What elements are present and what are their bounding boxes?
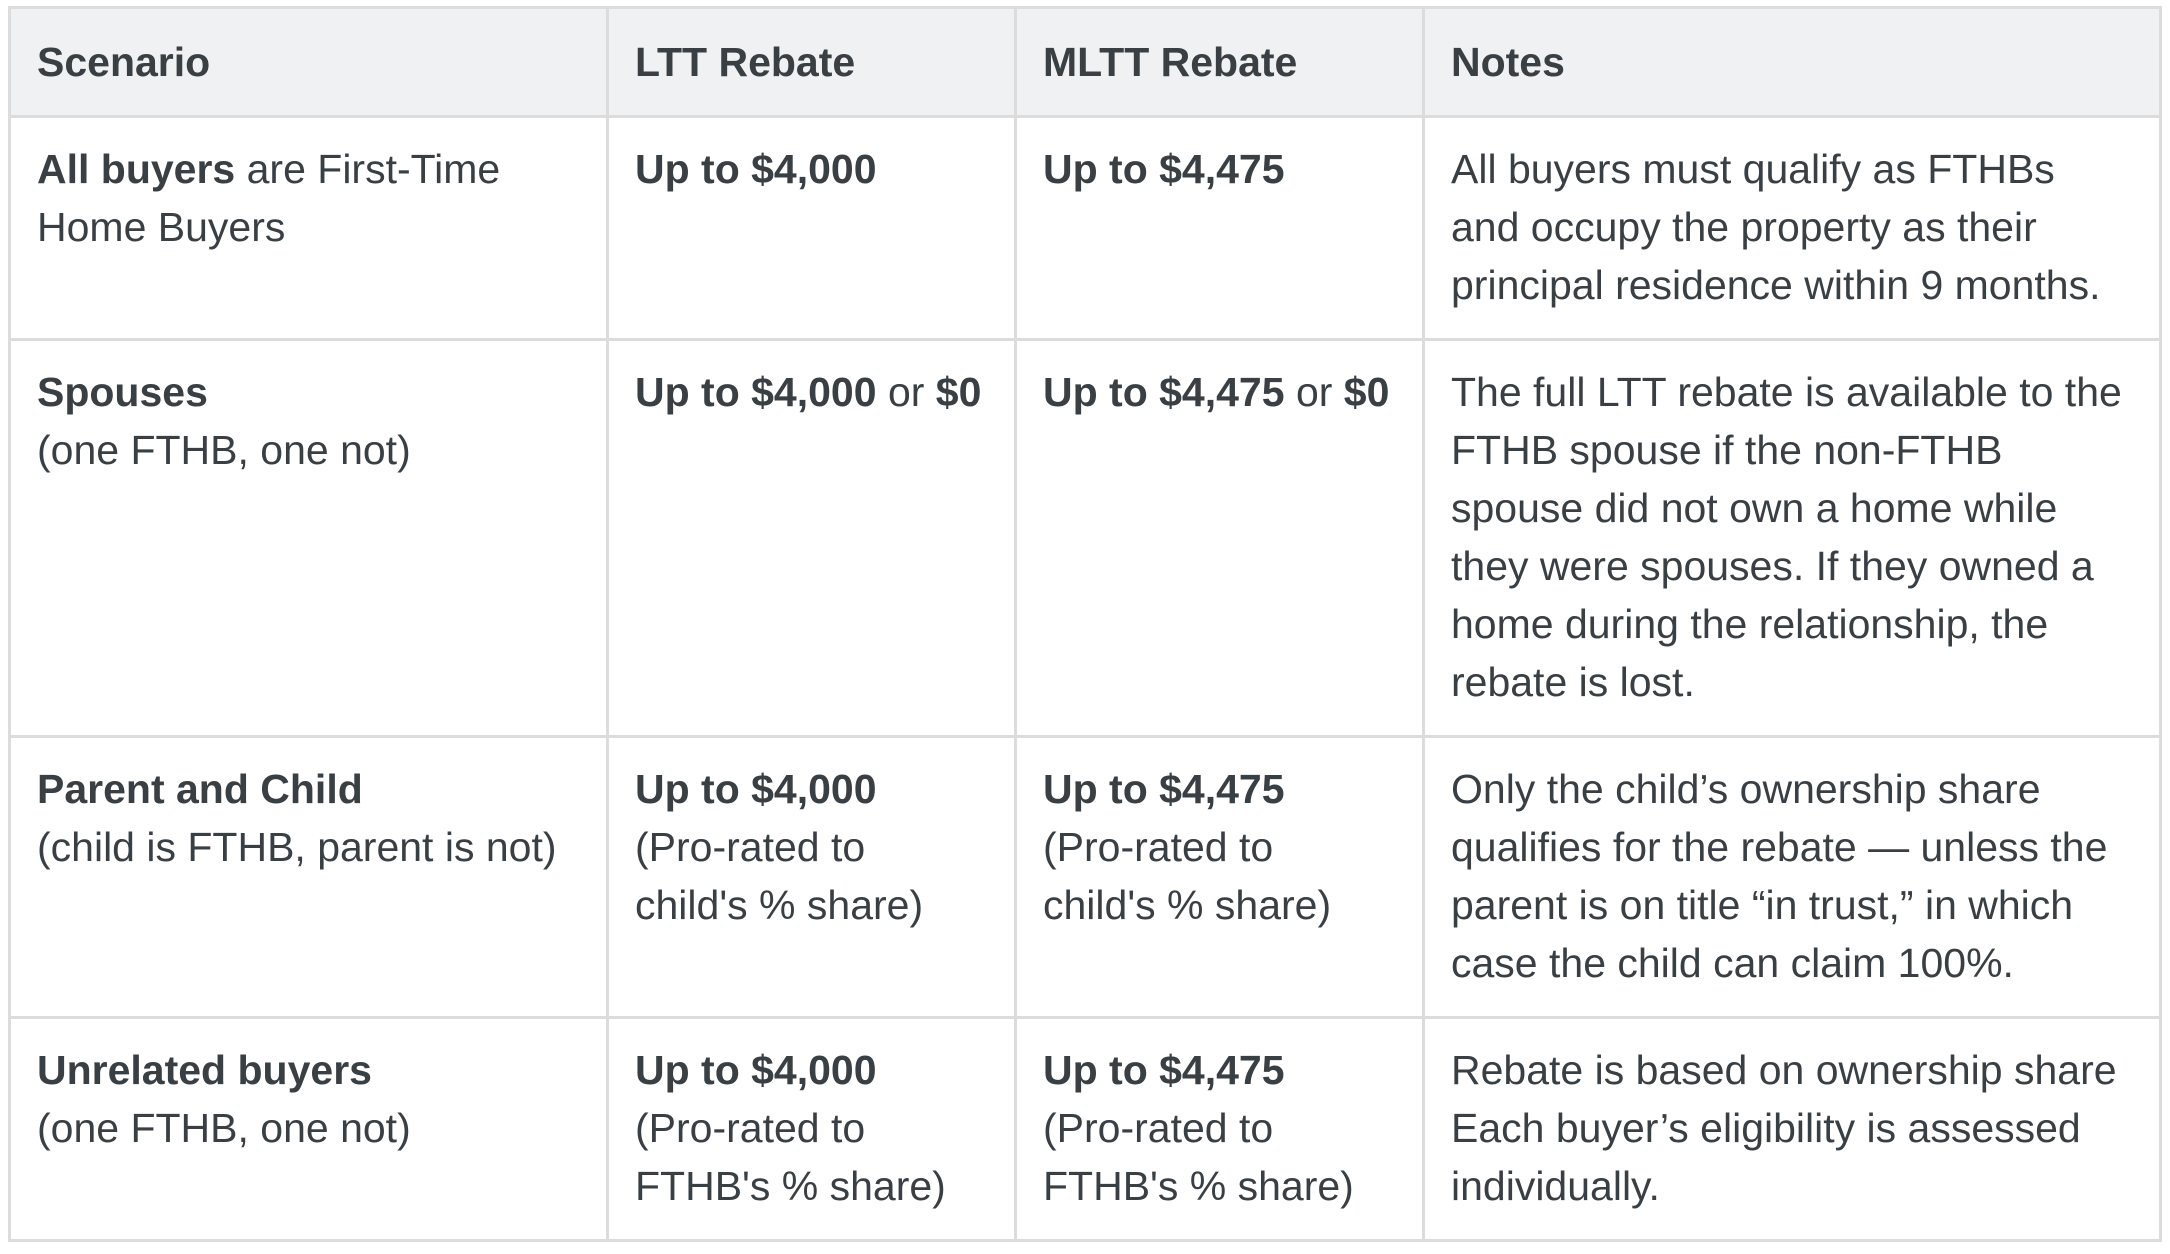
ltt-amount: Up to $4,000: [635, 766, 877, 812]
mltt-amount: Up to $4,475: [1043, 1047, 1285, 1093]
cell-notes: All buyers must qualify as FTHBs and occupy the property as their principal residence within 9 months.: [1424, 117, 2161, 340]
scenario-title: Spouses: [37, 369, 208, 415]
mltt-prorate-note: (Pro-rated to child's % share): [1043, 824, 1332, 928]
scenario-description: are First-Time Home Buyers: [37, 146, 501, 250]
cell-mltt-rebate: [1016, 117, 1424, 340]
table-body: [10, 117, 2161, 1241]
cell-notes: Only the child’s ownership share qualifies for the rebate — unless the parent is on title “in trust,” in which case the child can claim 100%.: [1424, 737, 2161, 1018]
cell-scenario: [10, 117, 608, 340]
mltt-zero-amount: $0: [1343, 369, 1390, 415]
scenario-title: All buyers: [37, 146, 236, 192]
cell-ltt-rebate: [608, 737, 1016, 1018]
rebate-table-container: [8, 6, 2162, 1242]
header-ltt-rebate: LTT Rebate: [608, 8, 1016, 117]
ltt-amount: Up to $4,000: [635, 1047, 877, 1093]
cell-ltt-rebate: [608, 117, 1016, 340]
scenario-description: (child is FTHB, parent is not): [37, 824, 557, 870]
cell-mltt-rebate: [1016, 1018, 1424, 1241]
ltt-prorate-note: (Pro-rated to child's % share): [635, 824, 924, 928]
cell-scenario: [10, 1018, 608, 1241]
mltt-or-text: or: [1284, 369, 1344, 415]
table-header: [10, 8, 2161, 117]
header-row: [10, 8, 2161, 117]
cell-ltt-rebate: [608, 1018, 1016, 1241]
table-row: [10, 1018, 2161, 1241]
scenario-title: Parent and Child: [37, 766, 363, 812]
cell-ltt-rebate: [608, 340, 1016, 737]
ltt-prorate-note: (Pro-rated to FTHB's % share): [635, 1105, 946, 1209]
table-row: [10, 340, 2161, 737]
cell-mltt-rebate: [1016, 340, 1424, 737]
ltt-zero-amount: $0: [935, 369, 982, 415]
table-row: [10, 737, 2161, 1018]
cell-notes: Rebate is based on ownership share Each buyer’s eligibility is assessed individually.: [1424, 1018, 2161, 1241]
scenario-description: (one FTHB, one not): [37, 427, 411, 473]
cell-scenario: [10, 737, 608, 1018]
table-row: [10, 117, 2161, 340]
scenario-title: Unrelated buyers: [37, 1047, 372, 1093]
mltt-amount: Up to $4,475: [1043, 146, 1285, 192]
header-notes: Notes: [1424, 8, 2161, 117]
header-scenario: Scenario: [10, 8, 608, 117]
cell-mltt-rebate: [1016, 737, 1424, 1018]
ltt-or-text: or: [876, 369, 936, 415]
rebate-table: [8, 6, 2162, 1242]
scenario-description: (one FTHB, one not): [37, 1105, 411, 1151]
cell-notes: The full LTT rebate is available to the FTHB spouse if the non-FTHB spouse did not own a home while they were spouses. If they owned a home during the relationship, the rebate is lost.: [1424, 340, 2161, 737]
mltt-amount: Up to $4,475: [1043, 369, 1285, 415]
header-mltt-rebate: MLTT Rebate: [1016, 8, 1424, 117]
mltt-prorate-note: (Pro-rated to FTHB's % share): [1043, 1105, 1354, 1209]
mltt-amount: Up to $4,475: [1043, 766, 1285, 812]
ltt-amount: Up to $4,000: [635, 146, 877, 192]
cell-scenario: [10, 340, 608, 737]
ltt-amount: Up to $4,000: [635, 369, 877, 415]
